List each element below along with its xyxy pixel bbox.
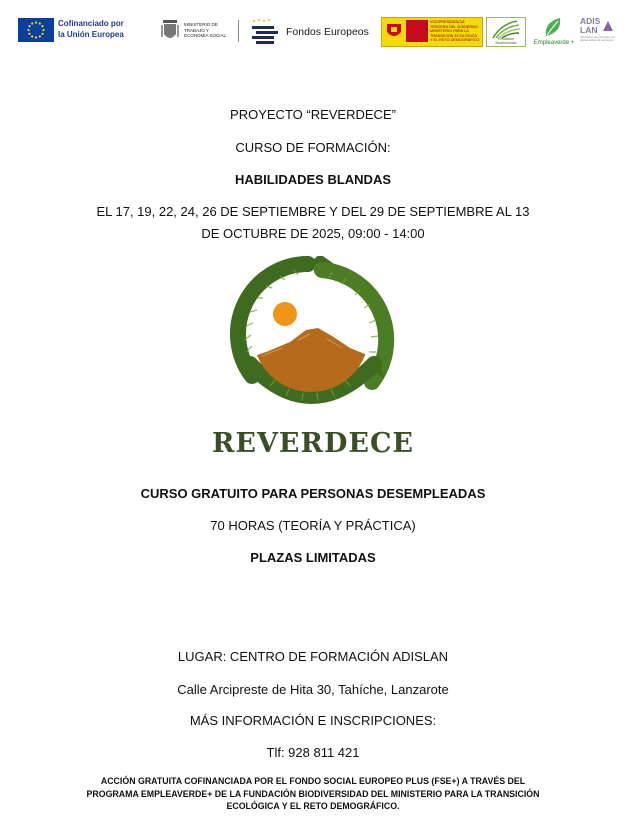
logo-divider (238, 20, 239, 42)
fundacion-biodiversidad-logo (486, 17, 526, 47)
gobierno-red-block (406, 20, 428, 42)
adislan-sub-label: Asociación de personas con discapacidad de Lanzarote (580, 35, 615, 43)
address-label: Calle Arcipreste de Hita 30, Tahíche, Lanzarote (177, 682, 449, 697)
dates-line2: DE OCTUBRE DE 2025, 09:00 - 14:00 (201, 226, 425, 241)
gobierno-label: VICEPRESIDENCIA TERCERA DEL GOBIERNO MINISTERIO PARA LA TRANSICIÓN ECOLÓGICA Y EL RETO DEMOGRÁFICO (430, 20, 480, 43)
spain-coat-of-arms-icon (160, 18, 180, 44)
eu-cofinanced-label (58, 18, 138, 40)
fondos-europeos-icon (250, 18, 280, 46)
place-label: LUGAR: CENTRO DE FORMACIÓN ADISLAN (177, 649, 449, 664)
leaf-icon (530, 16, 578, 38)
spain-shield-icon (385, 22, 403, 40)
empleaverde-label: Empleaverde + (533, 40, 575, 46)
disclaimer-line1: ACCIÓN GRATUITA COFINANCIADA POR EL FONDO SOCIAL EUROPEO PLUS (FSE+) A TRAVÉS DEL (100, 776, 526, 786)
course-label: CURSO DE FORMACIÓN: (235, 140, 391, 155)
phone-label: Tlf: 928 811 421 (266, 745, 360, 760)
eu-label-line1: Cofinanciado por (58, 19, 124, 28)
fondos-europeos-label: Fondos Europeos (286, 26, 369, 38)
ministerio-label: MINISTERIO DE TRABAJO Y ECONOMÍA SOCIAL (184, 22, 227, 38)
limited-places-label: PLAZAS LIMITADAS (250, 550, 376, 565)
disclaimer-line2: PROGRAMA EMPLEAVERDE+ DE LA FUNDACIÓN BIODIVERSIDAD DEL MINISTERIO PARA LA TRANSICIÓN (86, 788, 540, 799)
disclaimer-line3: ECOLÓGICA Y EL RETO DEMOGRÁFICO. (226, 801, 400, 811)
empleaverde-logo (530, 16, 578, 46)
eu-flag-icon (18, 18, 54, 42)
dates-line1: EL 17, 19, 22, 24, 26 DE SEPTIEMBRE Y DEL 29 DE SEPTIEMBRE AL 13 (96, 204, 530, 219)
project-title: PROYECTO “REVERDECE” (230, 107, 396, 122)
reverdece-wordmark: REVERDECE (211, 428, 415, 459)
biodiversidad-label: Fundación Biodiversidad (495, 37, 517, 45)
reverdece-emblem-icon (222, 256, 400, 426)
adislan-logo (580, 16, 616, 46)
free-course-label: CURSO GRATUITO PARA PERSONAS DESEMPLEADAS (140, 486, 486, 501)
adislan-triangle-icon (602, 20, 614, 32)
sponsor-logos-bar (0, 14, 626, 48)
gobierno-espana-logo (381, 17, 483, 47)
sun-icon (273, 302, 297, 326)
eu-label-line2: la Unión Europea (58, 30, 124, 39)
fondos-europeos-logo (250, 18, 370, 46)
ministerio-trabajo-logo (160, 18, 232, 46)
adislan-label-line2: LAN (580, 25, 598, 35)
course-name: HABILIDADES BLANDAS (235, 172, 391, 187)
info-label: MÁS INFORMACIÓN E INSCRIPCIONES: (189, 713, 437, 728)
adislan-label-line1: ADIS (580, 16, 601, 26)
funding-disclaimer (60, 775, 566, 813)
hours-label: 70 HORAS (TEORÍA Y PRÁCTICA) (210, 518, 416, 533)
adislan-wordmark (580, 17, 600, 35)
